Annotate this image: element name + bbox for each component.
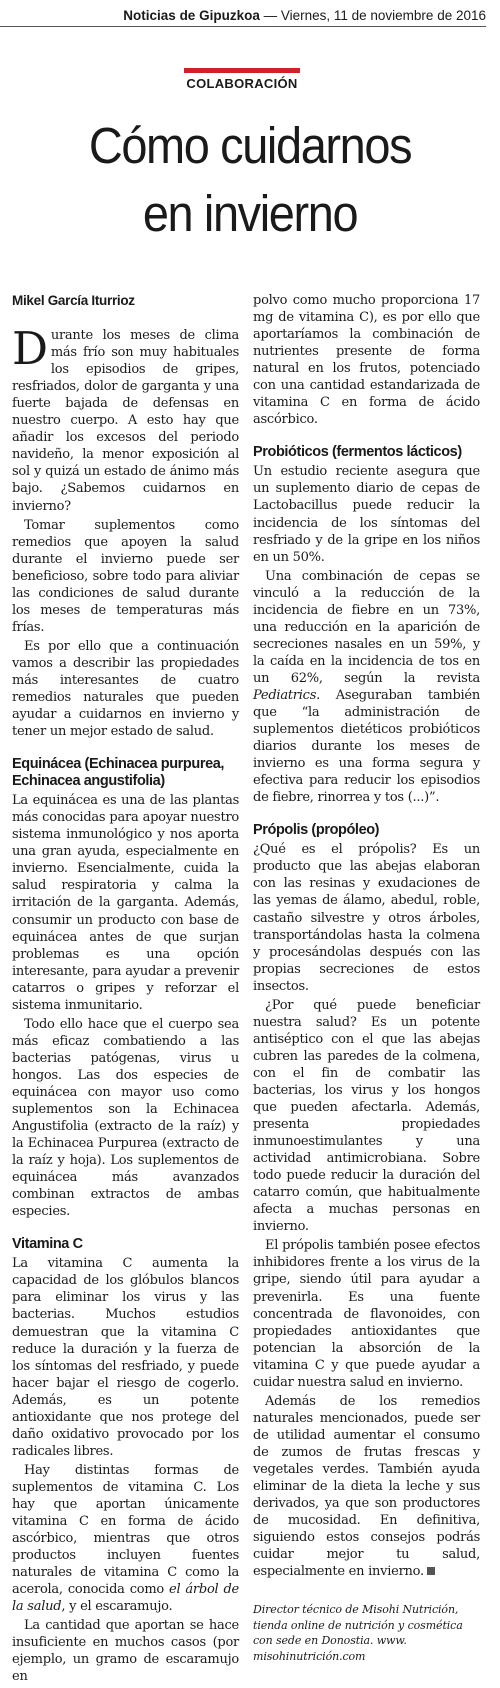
propolis-paragraph-4-text: Además de los remedios naturales mencionados, puede ser de utilidad aumentar el consumo de zumos de frutas frescas y vegetales verdes. También ayuda eliminar de la dieta la leche y sus derivados, ya que son productores de mucosidad. En definitiva, siguiendo estos consejos podrás cuidar mejor tu salud, especialmente en invierno. [253,1393,480,1580]
propolis-paragraph-2: ¿Por qué puede beneficiar nuestra salud? Es un potente antiséptico con el que las abejas cubren las paredes de la colmena, con el fin de combatir las bacterias, los virus y los hongos que pueden afectarla. Además, presenta propiedades inmunoestimulantes y una actividad antimicrobiana. Sobre todo puede reducir la duración del catarro común, que habitualmente afecta a muchas personas en invierno. [253,997,480,1235]
author-byline: Mikel García Iturrioz [12,293,135,308]
header-separator: — [259,8,281,23]
article-column-right [253,292,480,1664]
propolis-paragraph-1: ¿Qué es el própolis? Es un producto que las abejas elaboran con las resinas y exudaciones de las yemas de álamo, abedul, roble, castaño silvestre y otros árboles, transportándolas hasta la colmena y procesándolas después con las propias secreciones de estos insectos. [253,842,480,994]
equinacea-paragraph-1: La equinácea es una de las plantas más conocidas para apoyar nuestro sistema inmunológico y nos aporta una gran ayuda, especialmente en invierno. Esencialmente, cuida la salud respiratoria y calma la irritación de la garganta. Además, consumir un producto con base de equinácea antes de que surjan problemas es una opción interesante, para ayudar a prevenir catarros o gripes y reforzar el sistema inmunitario. [12,793,239,1013]
vitamina-c-paragraph-2-a: Hay distintas formas de suplementos de vitamina C. Los hay que aportan únicamente vitamina C en forma de ácido ascórbico, mientras que otros productos incluyen fuentes naturales de vitamina C como la acerola, conocida como [12,1462,239,1598]
probioticos-paragraph-2-b: . Aseguraban también que “la administración de suplementos dietéticos probióticos diarios durante los meses de invierno es una forma segura y efectiva para reducir los episodios de fiebre, rinorrea y tos (...)”. [253,687,480,806]
section-label: COLABORACIÓN [184,68,300,91]
publication-name: Noticias de Gipuzkoa [123,8,260,23]
end-of-article-square-icon [427,1567,435,1575]
heading-equinacea: Equinácea (Echinacea purpurea, Echinacea angustifolia) [12,756,225,790]
vitamina-c-paragraph-2-emphasis: el árbol de la salud [12,1582,239,1615]
propolis-paragraph-4 [253,1393,480,1581]
article-column-left [12,290,239,1688]
intro-paragraph-2: Tomar suplementos como remedios que apoyen la salud durante el invierno puede ser beneficioso, sobre todo para aliviar las condiciones de salud durante los meses de temperaturas más frías. [12,517,239,635]
intro-paragraph-1 [12,322,239,515]
vitamina-c-paragraph-3-start: La cantidad que aportan se hace insuficiente en muchos casos (por ejemplo, un gramo de escaramujo en [12,1618,239,1685]
probioticos-paragraph-2 [253,568,480,807]
vitamina-c-paragraph-2 [12,1462,239,1615]
article-title [20,112,480,248]
propolis-paragraph-3: El própolis también posee efectos inhibidores frente a los virus de la gripe, siendo útil para ayudar a prevenirla. Es una fuente concentrada de flavonoides, con propiedades antioxidantes que potencian la absorción de la vitamina C y que puede ayudar a cuidar nuestra salud en invierno. [253,1238,480,1390]
journal-name: Pediatrics [253,687,317,703]
vitamina-c-paragraph-2-b: , y el escaramujo. [61,1599,173,1615]
title-line-2: en invierno [142,185,358,242]
issue-date: Viernes, 11 de noviembre de 2016 [280,8,486,23]
title-line-1: Cómo cuidarnos [88,117,412,174]
heading-propolis: Própolis (propóleo) [253,822,380,839]
intro-paragraph-3: Es por ello que a continuación vamos a describir las propiedades más interesantes de cuatro remedios naturales que pueden ayudar a cuidarnos en invierno y tener un mejor estado de salud. [12,638,239,740]
drop-cap: D [12,322,48,376]
probioticos-paragraph-2-a: Una combinación de cepas se vinculó a la reducción de la incidencia de fiebre en un 73%, una reducción en la aparición de secreciones nasales en un 59%, y la caída en la incidencia de tos en un 62%, según la revista [253,568,480,686]
heading-vitamina-c: Vitamina C [12,1236,83,1253]
author-bio-note: Director técnico de Misohi Nutrición, tienda online de nutrición y cosmética con sede en Donostia. www. misohinutrición.com [253,1603,463,1663]
vitamina-c-paragraph-3-end: polvo como mucho proporciona 17 mg de vitamina C), es por ello que aportaríamos la combinación de nutrientes presente de forma natural en los frutos, potenciado con una cantidad estandarizada de vitamina C en forma de ácido ascórbico. [253,293,480,428]
equinacea-paragraph-2: Todo ello hace que el cuerpo sea más eficaz combatiendo a las bacterias patógenas, virus u hongos. Las dos especies de equinácea con mayor uso como suplementos son la Echinacea Angustifolia (extracto de la raíz) y la Echinacea Purpurea (extracto de la raíz y hoja). Los suplementos de equinácea más avanzados combinan extractos de ambas especies. [12,1016,239,1220]
vitamina-c-paragraph-1: La vitamina C aumenta la capacidad de los glóbulos blancos para eliminar los virus y las bacterias. Muchos estudios demuestran que la vitamina C reduce la duración y la fuerza de los síntomas del resfriado, y puede hacer bajar el riesgo de cogerlo. Además, es un potente antioxidante que nos protege del daño oxidativo provocado por los radicales libres. [12,1256,239,1459]
probioticos-paragraph-1: Un estudio reciente asegura que un suplemento diario de cepas de Lactobacillus puede reducir la incidencia de los síntomas del resfriado y de la gripe en los niños en un 50%. [253,464,480,565]
page-header [0,8,486,27]
intro-paragraph-1-text: urante los meses de clima más frío son muy habituales los episodios de gripes, resfriados, dolor de garganta y una fuerte bajada de defensas en nuestro cuerpo. A esto hay que añadir los excesos del periodo navideño, la menor exposición al sol y quizá un estado de ánimo más bajo. ¿Sabemos cuidarnos en invierno? [12,328,239,514]
heading-probioticos: Probióticos (fermentos lácticos) [253,444,462,461]
